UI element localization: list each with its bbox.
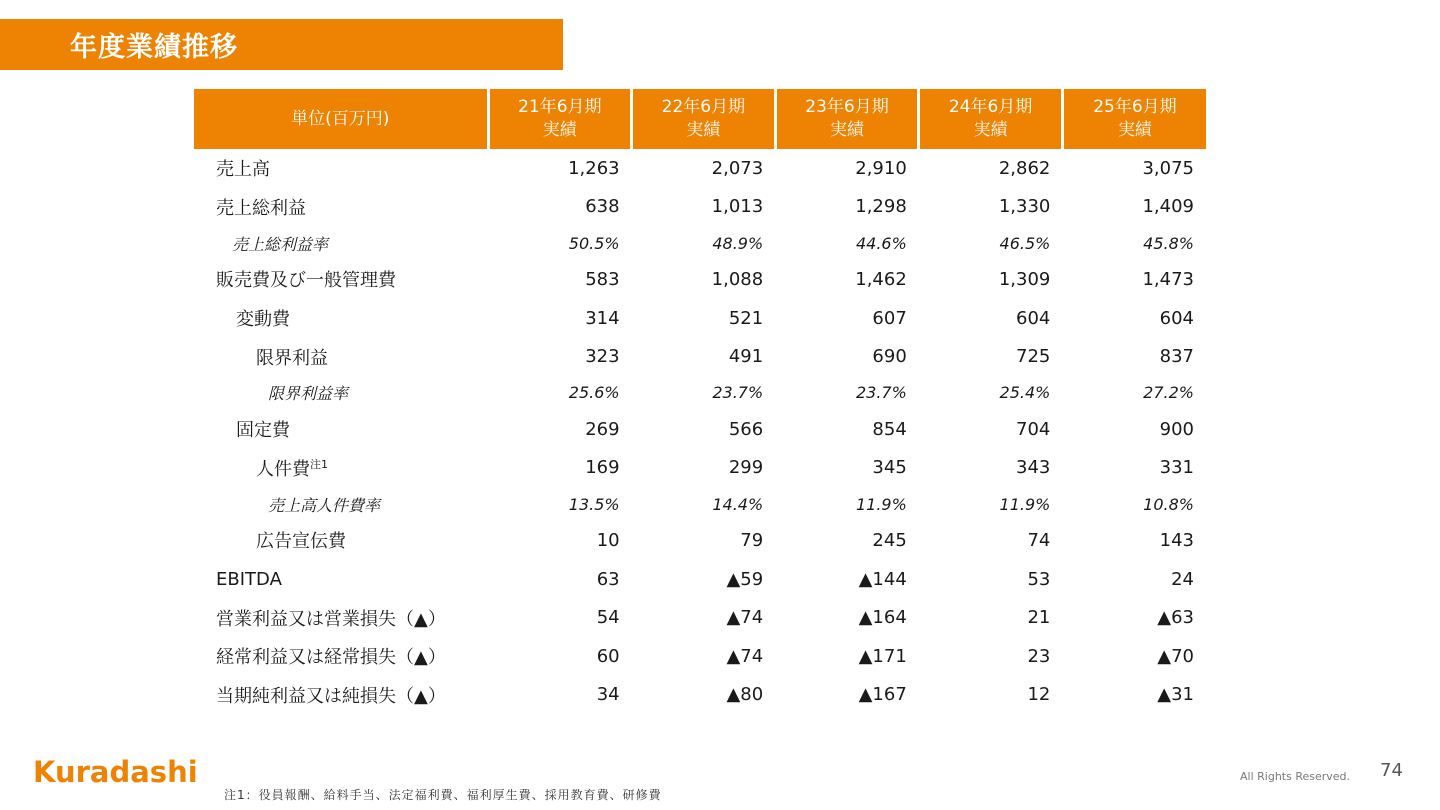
cell-value: 725 — [1016, 346, 1051, 368]
footnote-marker: 注1 — [310, 457, 328, 471]
period-header: 22年6月期 実績 — [632, 89, 776, 149]
cell-value: 245 — [872, 529, 907, 551]
period-header: 23年6月期 実績 — [775, 89, 919, 149]
cell-value: 854 — [872, 418, 907, 440]
cell-value: 299 — [728, 457, 764, 479]
cell-value: 45.8% — [1143, 233, 1194, 253]
cell-value: 14.4% — [712, 494, 764, 514]
cell-value: 566 — [728, 418, 764, 440]
cell-value: 1,263 — [568, 157, 620, 179]
cell-value: 269 — [585, 418, 620, 440]
row-label: 営業利益又は営業損失（▲） — [216, 608, 446, 630]
period-header: 24年6月期 実績 — [919, 89, 1063, 149]
table-row — [194, 598, 1206, 637]
cell-value: 23.7% — [712, 383, 764, 403]
period-header: 21年6月期 実績 — [488, 89, 632, 149]
table-row — [194, 449, 1206, 488]
row-label-text: 人件費 — [256, 458, 310, 480]
cell-value: 48.9% — [712, 233, 764, 253]
cell-value: ▲74 — [726, 607, 764, 629]
copyright-text: All Rights Reserved. — [1240, 770, 1351, 783]
cell-value: ▲144 — [858, 568, 907, 590]
table-row — [194, 149, 1206, 188]
cell-value: 583 — [585, 268, 620, 290]
cell-value: 607 — [872, 307, 907, 329]
cell-value: 1,409 — [1142, 196, 1194, 218]
cell-value: 1,088 — [711, 268, 764, 290]
cell-value: ▲167 — [858, 684, 907, 706]
cell-value: 521 — [728, 307, 764, 329]
cell-value: 23 — [1027, 645, 1051, 667]
cell-value: 343 — [1016, 457, 1051, 479]
unit-header: 単位(百万円) — [194, 89, 488, 149]
cell-value: 345 — [872, 457, 907, 479]
table-row — [194, 299, 1206, 338]
cell-value: 1,013 — [711, 196, 764, 218]
cell-value: ▲164 — [858, 607, 907, 629]
cell-value: 74 — [1027, 529, 1051, 551]
row-label: 売上高 — [216, 159, 270, 181]
page-number: 74 — [1380, 760, 1403, 781]
row-label: 変動費 — [236, 309, 290, 331]
period-header: 25年6月期 実績 — [1062, 89, 1206, 149]
cell-value: 491 — [728, 346, 764, 368]
cell-value: 704 — [1016, 418, 1051, 440]
cell-value: 21 — [1027, 607, 1051, 629]
cell-value: 3,075 — [1142, 157, 1194, 179]
cell-value: 837 — [1159, 346, 1194, 368]
cell-value: 54 — [596, 607, 620, 629]
table-header-row — [194, 89, 1206, 149]
cell-value: 11.9% — [855, 494, 907, 514]
row-label: 限界利益率 — [268, 384, 349, 404]
row-label: 販売費及び一般管理費 — [216, 270, 396, 292]
cell-value: 10.8% — [1143, 494, 1194, 514]
cell-value: ▲63 — [1157, 607, 1194, 629]
row-label: 当期純利益又は純損失（▲） — [216, 685, 446, 707]
cell-value: 60 — [596, 645, 620, 667]
cell-value: 11.9% — [999, 494, 1051, 514]
page-title: 年度業績推移 — [70, 32, 238, 63]
cell-value: 50.5% — [568, 233, 620, 253]
cell-value: 2,910 — [855, 157, 907, 179]
cell-value: 13.5% — [568, 494, 620, 514]
cell-value: ▲171 — [858, 645, 907, 667]
cell-value: 143 — [1159, 529, 1194, 551]
cell-value: ▲70 — [1157, 645, 1194, 667]
cell-value: 1,473 — [1142, 268, 1194, 290]
row-label: EBITDA — [216, 568, 282, 590]
title-bar — [0, 19, 563, 70]
cell-value: 604 — [1159, 307, 1194, 329]
cell-value: 27.2% — [1143, 383, 1194, 403]
cell-value: 331 — [1159, 457, 1194, 479]
company-logo: Kuradashi — [33, 755, 198, 789]
cell-value: 169 — [585, 457, 620, 479]
cell-value: 23.7% — [855, 383, 907, 403]
table-row — [194, 188, 1206, 227]
cell-value: 53 — [1027, 568, 1051, 590]
cell-value: 1,309 — [998, 268, 1051, 290]
row-label: 限界利益 — [256, 347, 328, 369]
cell-value: 323 — [585, 346, 620, 368]
table-row — [194, 376, 1206, 410]
cell-value: 604 — [1016, 307, 1051, 329]
table-row — [194, 487, 1206, 521]
cell-value: 2,073 — [711, 157, 764, 179]
cell-value: 1,298 — [855, 196, 907, 218]
cell-value: 10 — [596, 529, 620, 551]
cell-value: 24 — [1171, 568, 1194, 590]
row-label: 経常利益又は経常損失（▲） — [216, 647, 446, 669]
row-label: 売上総利益率 — [232, 234, 329, 254]
cell-value: ▲59 — [726, 568, 764, 590]
cell-value: 34 — [596, 684, 620, 706]
row-label — [194, 449, 488, 488]
table-row — [194, 260, 1206, 299]
row-label: 広告宣伝費 — [256, 531, 346, 553]
cell-value: 314 — [585, 307, 620, 329]
cell-value: 900 — [1159, 418, 1194, 440]
table-row — [194, 410, 1206, 449]
cell-value: 2,862 — [998, 157, 1051, 179]
table-row — [194, 676, 1206, 715]
table-row — [194, 337, 1206, 376]
cell-value: 1,462 — [855, 268, 907, 290]
row-label: 売上総利益 — [216, 197, 306, 219]
cell-value: 690 — [872, 346, 907, 368]
cell-value: 12 — [1027, 684, 1051, 706]
table-row — [194, 226, 1206, 260]
cell-value: 638 — [585, 196, 620, 218]
cell-value: ▲31 — [1157, 684, 1194, 706]
cell-value: 25.4% — [999, 383, 1051, 403]
table-row — [194, 521, 1206, 560]
footnote: 注1：役員報酬、給料手当、法定福利費、福利厚生費、採用教育費、研修費 — [224, 788, 662, 802]
table-row — [194, 560, 1206, 599]
cell-value: 25.6% — [568, 383, 620, 403]
row-label: 固定費 — [236, 420, 290, 442]
financial-table — [194, 89, 1206, 714]
cell-value: ▲74 — [726, 645, 764, 667]
cell-value: 63 — [596, 568, 620, 590]
row-label: 売上高人件費率 — [268, 495, 381, 515]
table-row — [194, 637, 1206, 676]
cell-value: ▲80 — [726, 684, 764, 706]
cell-value: 79 — [740, 529, 764, 551]
cell-value: 46.5% — [999, 233, 1051, 253]
cell-value: 44.6% — [855, 233, 907, 253]
cell-value: 1,330 — [998, 196, 1051, 218]
